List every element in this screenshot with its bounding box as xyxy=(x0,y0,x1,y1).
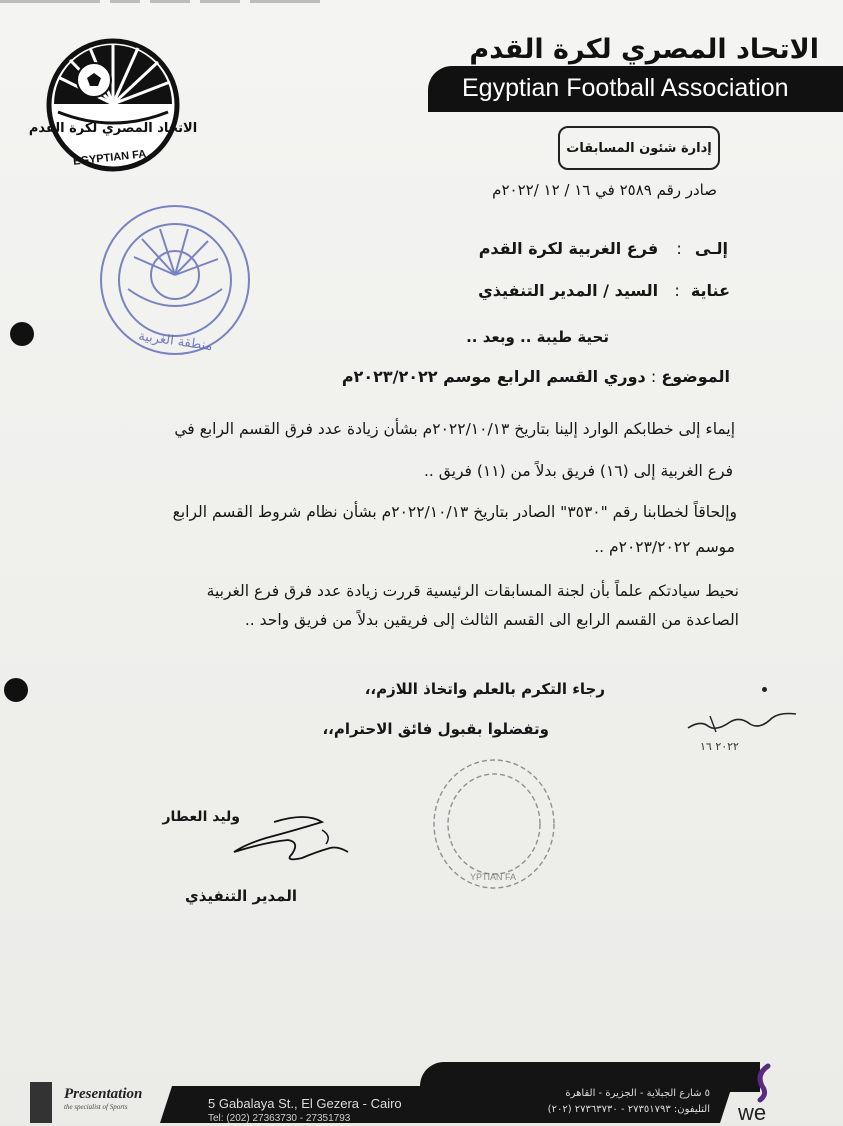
signature-icon xyxy=(226,808,356,872)
footer-sponsor: Presentation xyxy=(64,1086,143,1102)
logo-text-ar: الاتحاد المصري لكرة القدم xyxy=(28,121,198,136)
round-stamp-icon xyxy=(98,203,252,357)
signer-name: وليد العطار xyxy=(162,809,240,825)
footer-phone-ar: التليفون: ٢٧٣٥١٧٩٣ - ٢٧٣٦٣٧٣٠ (٢٠٢) xyxy=(547,1104,710,1115)
initials-signature-icon xyxy=(680,702,800,754)
ink-dot xyxy=(762,687,767,692)
efa-logo xyxy=(28,38,198,172)
to-line: إلـى : فرع الغربية لكرة القدم xyxy=(478,239,728,258)
footer-sponsor-tagline: the specialist of Sports xyxy=(64,1103,128,1111)
footer-sponsor-we: we xyxy=(738,1100,767,1125)
handwritten-date: ٢٠٢٢ ١٦ xyxy=(700,740,739,753)
punch-hole xyxy=(10,322,34,346)
footer-phone-en: Tel: (202) 27363730 - 27351793 xyxy=(208,1113,351,1124)
svg-text:YPTIAN FA: YPTIAN FA xyxy=(470,872,517,882)
body-paragraph: إيماء إلى خطابكم الوارد إلينا بتاريخ ٢٠٢٢/١٠/١٣م بشأن زيادة عدد فرق القسم الرابع في xyxy=(174,420,735,438)
subject-label: الموضوع xyxy=(661,367,730,386)
faint-stamp-icon xyxy=(430,756,558,892)
top-edge-mark xyxy=(0,0,100,3)
closing-request: رجاء التكرم بالعلم واتخاذ اللازم،، xyxy=(364,680,605,698)
top-edge-mark xyxy=(200,0,240,3)
top-edge-mark xyxy=(110,0,140,3)
top-edge-mark xyxy=(250,0,320,3)
stamp-text: منطقة الغربية xyxy=(137,328,214,355)
body-paragraph: نحيط سيادتكم علماً بأن لجنة المسابقات الرئيسية قررت زيادة عدد فرق فرع الغربية xyxy=(206,582,739,600)
closing-regards: وتفضلوا بقبول فائق الاحترام،، xyxy=(322,720,549,738)
logo-text-en: EGYPTIAN FA xyxy=(72,148,147,168)
top-edge-mark xyxy=(150,0,190,3)
attn-value: السيد / المدير التنفيذي xyxy=(478,281,659,300)
body-paragraph: الصاعدة من القسم الرابع الى القسم الثالث إلى فريقين بدلاً من فريق واحد .. xyxy=(244,611,739,629)
body-paragraph: فرع الغربية إلى (١٦) فريق بدلاً من (١١) فريق .. xyxy=(423,462,733,480)
punch-hole xyxy=(4,678,28,702)
to-label: إلـى xyxy=(694,239,728,258)
signer-title: المدير التنفيذي xyxy=(184,887,297,905)
to-value: فرع الغربية لكرة القدم xyxy=(478,239,659,258)
footer-address-ar: ٥ شارع الجبلاية - الجزيرة - القاهرة xyxy=(565,1088,710,1099)
issue-number: صادر رقم ٢٥٨٩ في ١٦ / ١٢ /٢٠٢٢م xyxy=(492,181,717,199)
footer-address-en: 5 Gabalaya St., El Gezera - Cairo xyxy=(208,1096,402,1111)
letterhead-title-en: Egyptian Football Association xyxy=(428,66,843,112)
body-paragraph: وإلحاقاً لخطابنا رقم "٣٥٣٠" الصادر بتاريخ ٢٠٢٢/١٠/١٣م بشأن نظام شروط القسم الرابع xyxy=(172,503,737,521)
greeting: تحية طيبة .. وبعد .. xyxy=(466,328,609,346)
attn-label: عناية xyxy=(690,281,730,300)
subject-value: دوري القسم الرابع موسم ٢٠٢٣/٢٠٢٢م xyxy=(341,367,646,386)
letterhead-title-ar: الاتحاد المصري لكرة القدم xyxy=(469,34,819,65)
footer-left-strip xyxy=(30,1082,52,1123)
attn-line: عناية : السيد / المدير التنفيذي xyxy=(478,281,730,300)
department-box: إدارة شئون المسابقات xyxy=(558,126,720,170)
body-paragraph: موسم ٢٠٢٣/٢٠٢٢م .. xyxy=(594,538,735,556)
subject-line: الموضوع : دوري القسم الرابع موسم ٢٠٢٣/٢٠٢٢م xyxy=(341,367,730,386)
